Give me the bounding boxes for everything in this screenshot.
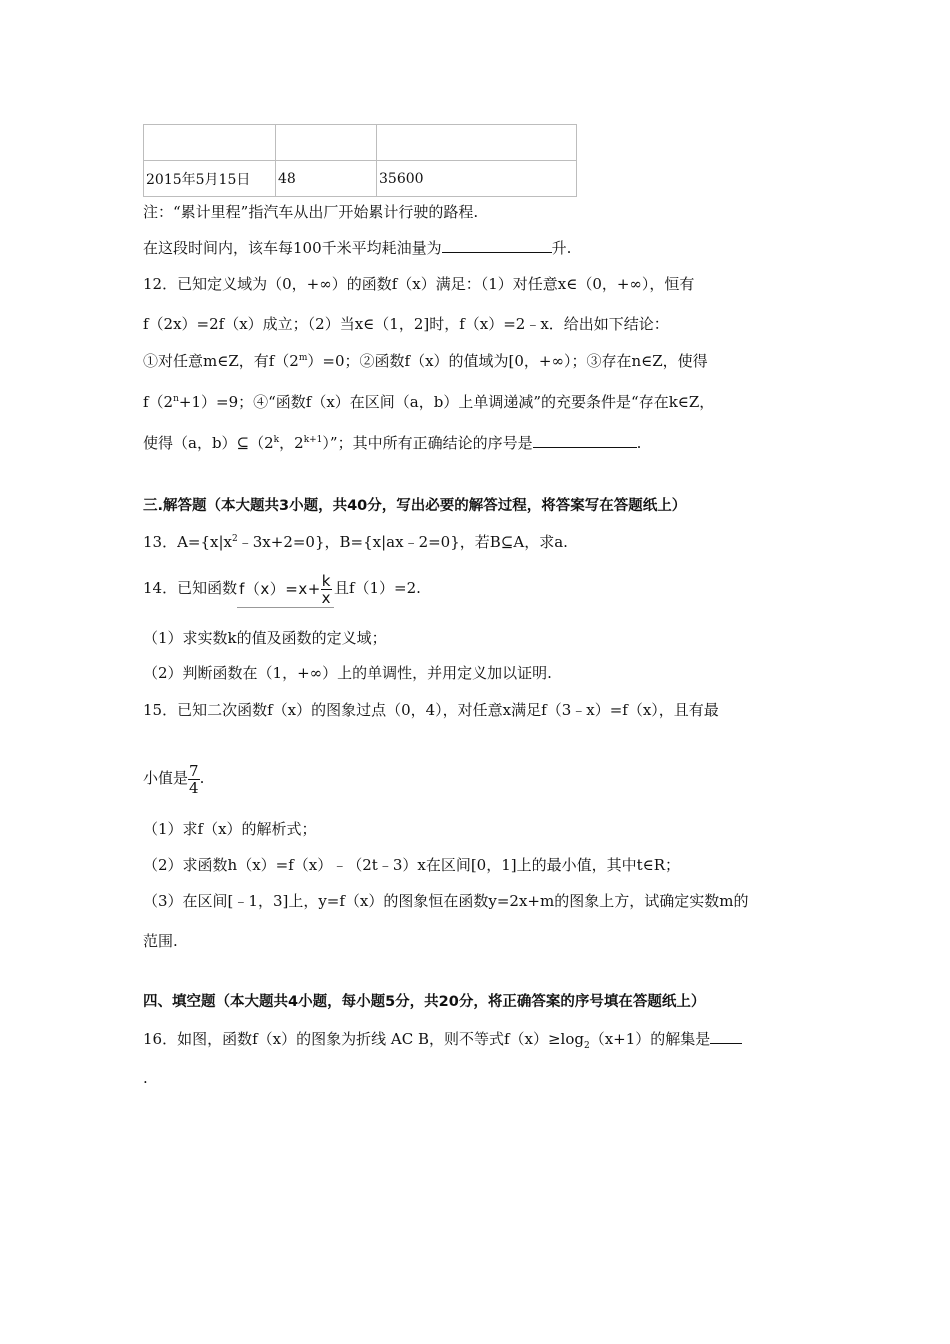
q12-l5c: ）”；其中所有正确结论的序号是 <box>322 434 533 452</box>
q15-sub-3-cont: 范围. <box>143 932 178 950</box>
q12-l3a: ①对任意m∈Z，有f（2 <box>143 352 299 370</box>
table-cell <box>144 125 276 161</box>
q15-line-2 <box>143 758 204 798</box>
q12-l4-sup: n <box>173 394 179 404</box>
table-row <box>144 125 577 161</box>
data-table <box>143 124 577 197</box>
q12-line-2: f（2x）=2f（x）成立；（2）当x∈（1，2]时，f（x）=2﹣x．给出如下结论： <box>143 315 669 333</box>
q15-sub-2: （2）求函数h（x）=f（x）﹣（2t﹣3）x在区间[0，1]上的最小值，其中t∈R； <box>143 856 681 874</box>
q14-sub-1: （1）求实数k的值及函数的定义域； <box>143 629 387 647</box>
q12-l4b: +1）=9；④“函数f（x）在区间（a，b）上单调递减”的充要条件是“存在k∈Z， <box>178 393 715 411</box>
table-cell: 48 <box>276 161 377 197</box>
q11-text: 在这段时间内，该车每100千米平均耗油量为 <box>143 239 442 257</box>
q15-fraction <box>188 763 200 796</box>
q16-a: 16．如图，函数f（x）的图象为折线 AC B，则不等式f（x）≥log <box>143 1030 584 1048</box>
section-3-heading: 三.解答题（本大题共3小题，共40分，写出必要的解答过程，将答案写在答题纸上） <box>143 498 687 514</box>
table-row <box>144 161 577 197</box>
q16-line-2: . <box>143 1069 148 1087</box>
q15-l2b: . <box>199 769 205 787</box>
q12-line-3 <box>143 351 708 371</box>
q14-b: 且f（1）=2. <box>333 579 421 597</box>
q15-den: 4 <box>189 778 199 797</box>
q12-l5b: ，2 <box>279 434 304 452</box>
q12-l4a: f（2 <box>143 393 174 411</box>
q12-l5a: 使得（a，b）⊆（2 <box>143 434 274 452</box>
q12-line-5 <box>143 433 641 453</box>
q14-den: x <box>321 588 332 607</box>
q12-line-4 <box>143 392 714 412</box>
section-4-heading: 四、填空题（本大题共4小题，每小题5分，共20分，将正确答案的序号填在答题纸上） <box>143 994 706 1010</box>
q13-line <box>143 532 568 552</box>
q12-line-1: 12．已知定义域为（0，+∞）的函数f（x）满足：（1）对任意x∈（0，+∞），恒有 <box>143 275 695 293</box>
q11-tail: 升. <box>551 239 572 257</box>
q12-l5-sup2: k+1 <box>303 435 323 445</box>
q15-line-1: 15．已知二次函数f（x）的图象过点（0，4），对任意x满足f（3﹣x）=f（x），且有最 <box>143 701 719 719</box>
table-cell <box>377 125 577 161</box>
answer-blank <box>442 238 552 253</box>
q15-sub-1: （1）求f（x）的解析式； <box>143 820 317 838</box>
answer-blank <box>710 1029 742 1044</box>
q14-function-image <box>237 571 334 608</box>
q14-a: 14．已知函数 <box>143 579 238 597</box>
table-cell: 2015年5月15日 <box>144 161 276 197</box>
q13-b: ﹣3x+2=0}，B={x|ax﹣2=0}，若B⊆A，求a. <box>237 533 568 551</box>
answer-blank <box>533 433 637 448</box>
q12-l5-sup1: k <box>273 435 280 445</box>
q16-line <box>143 1029 742 1049</box>
q16-sub: 2 <box>583 1041 590 1051</box>
table-note: 注：“累计里程”指汽车从出厂开始累计行驶的路程. <box>143 203 479 221</box>
table-cell: 35600 <box>377 161 577 197</box>
q13-sup: 2 <box>232 534 238 544</box>
q14-fraction <box>321 573 332 606</box>
table-cell <box>276 125 377 161</box>
q12-l3b: ）=0；②函数f（x）的值域为[0，+∞）；③存在n∈Z，使得 <box>307 352 708 370</box>
q16-b: （x+1）的解集是 <box>589 1030 711 1048</box>
q14-line <box>143 570 421 608</box>
q14-num: k <box>321 571 331 590</box>
q15-num: 7 <box>189 761 199 780</box>
q14-sub-2: （2）判断函数在（1，+∞）上的单调性，并用定义加以证明. <box>143 664 552 682</box>
q12-l5d: . <box>636 434 642 452</box>
q14-func: f（x）=x+ <box>239 579 321 598</box>
q12-l3-sup: m <box>298 353 308 363</box>
q15-l2a: 小值是 <box>143 769 189 787</box>
q15-sub-3: （3）在区间[﹣1，3]上，y=f（x）的图象恒在函数y=2x+m的图象上方，试确定实数m的 <box>143 892 749 910</box>
q13-a: 13．A={x|x <box>143 533 233 551</box>
q11-line <box>143 238 571 258</box>
